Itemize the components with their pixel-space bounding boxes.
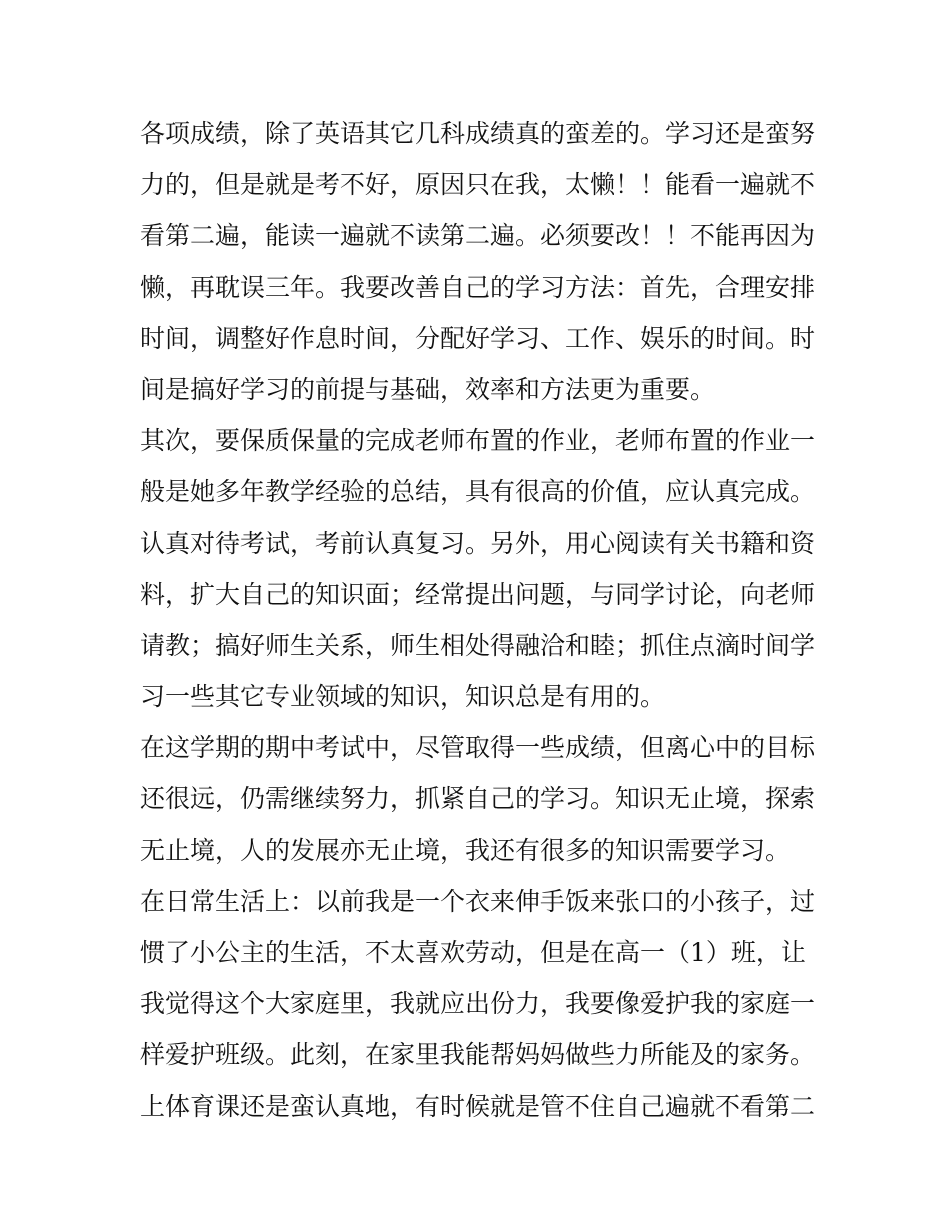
text-line: 间是搞好学习的前提与基础，效率和方法更为重要。 <box>140 374 716 404</box>
text-line: 惯了小公主的生活，不太喜欢劳动，但是在高一（1）班，让 <box>140 938 806 967</box>
text-line: 时间，调整好作息时间，分配好学习、工作、娱乐的时间。时 <box>140 323 816 353</box>
text-line: 般是她多年教学经验的总结，具有很高的价值，应认真完成。 <box>140 477 816 507</box>
text-line: 料，扩大自己的知识面；经常提出问题，与同学讨论，向老师 <box>140 579 816 609</box>
text-line: 上体育课还是蛮认真地，有时候就是管不住自己遍就不看第二 <box>140 1091 816 1121</box>
text-line: 还很远，仍需继续努力，抓紧自己的学习。知识无止境，探索 <box>140 784 816 814</box>
text-line: 认真对待考试，考前认真复习。另外，用心阅读有关书籍和资 <box>140 528 816 558</box>
text-line: 习一些其它专业领域的知识，知识总是有用的。 <box>140 682 666 712</box>
text-line: 其次，要保质保量的完成老师布置的作业，老师布置的作业一 <box>140 426 816 456</box>
text-line: 请教；搞好师生关系，师生相处得融洽和睦；抓住点滴时间学 <box>140 630 816 660</box>
text-line: 我觉得这个大家庭里，我就应出份力，我要像爱护我的家庭一 <box>140 989 816 1019</box>
text-line: 力的，但是就是考不好，原因只在我，太懒！！能看一遍就不 <box>140 170 816 200</box>
text-line: 无止境，人的发展亦无止境，我还有很多的知识需要学习。 <box>140 835 791 865</box>
text-line: 看第二遍，能读一遍就不读第二遍。必须要改！！不能再因为 <box>140 221 816 251</box>
text-line: 各项成绩，除了英语其它几科成绩真的蛮差的。学习还是蛮努 <box>140 119 816 148</box>
text-line: 在这学期的期中考试中，尽管取得一些成绩，但离心中的目标 <box>140 733 816 763</box>
text-line: 懒，再耽误三年。我要改善自己的学习方法：首先，合理安排 <box>140 272 816 302</box>
body-text <box>140 108 820 1132</box>
text-line: 在日常生活上：以前我是一个衣来伸手饭来张口的小孩子，过 <box>140 886 816 916</box>
text-line: 样爱护班级。此刻，在家里我能帮妈妈做些力所能及的家务。 <box>140 1040 816 1070</box>
